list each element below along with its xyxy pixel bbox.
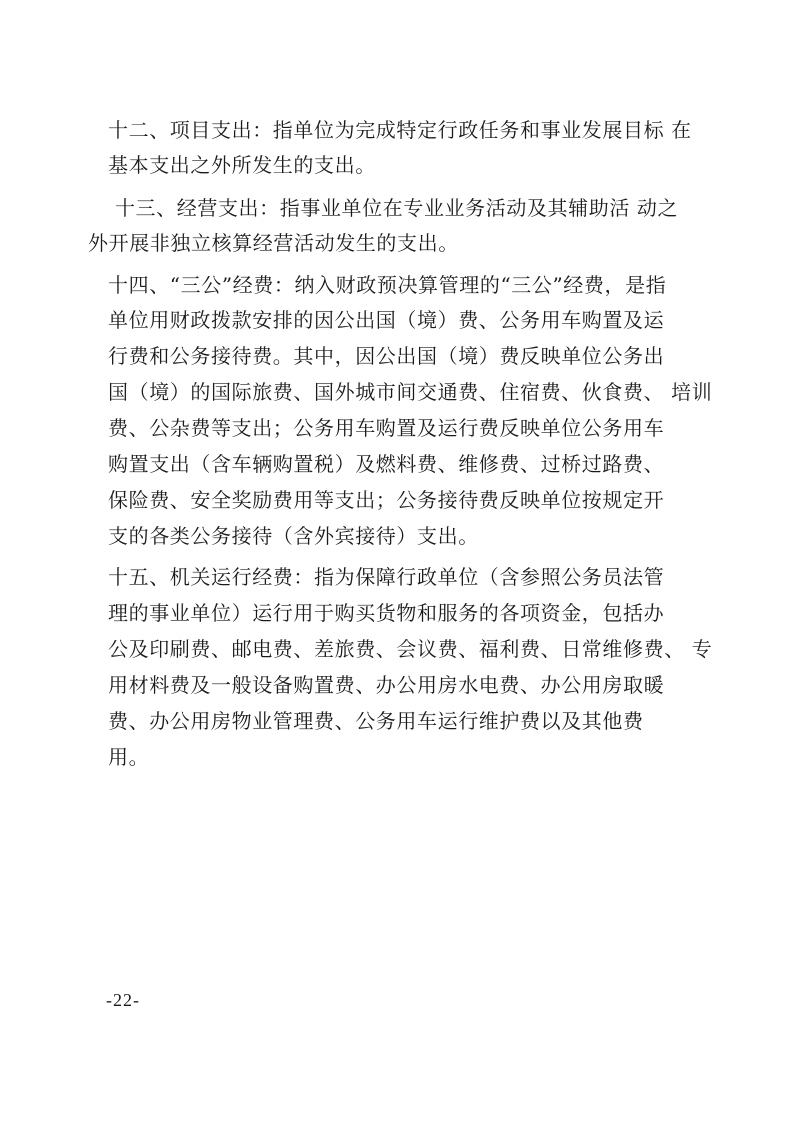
text-line: 用材料费及一般设备购置费、办公用房水电费、办公用房取暖 bbox=[108, 673, 665, 697]
text-line: 十二、项目支出：指单位为完成特定行政任务和事业发展目标 在 bbox=[108, 118, 692, 142]
text-line: 外开展非独立核算经营活动发生的支出。 bbox=[88, 231, 459, 255]
text-line: 单位用财政拨款安排的因公出国（境）费、公务用车购置及运 bbox=[108, 308, 665, 332]
text-line: 公及印刷费、邮电费、差旅费、会议费、福利费、日常维修费、 专 bbox=[108, 637, 713, 661]
text-line: 费、办公用房物业管理费、公务用车运行维护费以及其他费 bbox=[108, 709, 644, 733]
text-line: 理的事业单位）运行用于购买货物和服务的各项资金，包括办 bbox=[108, 601, 665, 625]
text-line: 十三、经营支出：指事业单位在专业业务活动及其辅助活 动之 bbox=[108, 196, 679, 220]
text-line: 支的各类公务接待（含外宾接待）支出。 bbox=[108, 524, 479, 548]
text-line: 保险费、安全奖励费用等支出；公务接待费反映单位按规定开 bbox=[108, 488, 665, 512]
text-line: 十四、“三公”经费：纳入财政预决算管理的“三公”经费，是指 bbox=[108, 273, 667, 297]
page-number: -22- bbox=[106, 990, 140, 1010]
text-line: 行费和公务接待费。其中，因公出国（境）费反映单位公务出 bbox=[108, 344, 665, 368]
text-line: 费、公杂费等支出；公务用车购置及运行费反映单位公务用车 bbox=[108, 416, 665, 440]
text-line: 十五、机关运行经费：指为保障行政单位（含参照公务员法管 bbox=[108, 565, 665, 589]
text-line: 国（境）的国际旅费、国外城市间交通费、住宿费、伙食费、 培训 bbox=[108, 380, 713, 404]
text-line: 用。 bbox=[108, 745, 150, 769]
text-line: 基本支出之外所发生的支出。 bbox=[108, 153, 376, 177]
text-line: 购置支出（含车辆购置税）及燃料费、维修费、过桥过路费、 bbox=[108, 452, 665, 476]
